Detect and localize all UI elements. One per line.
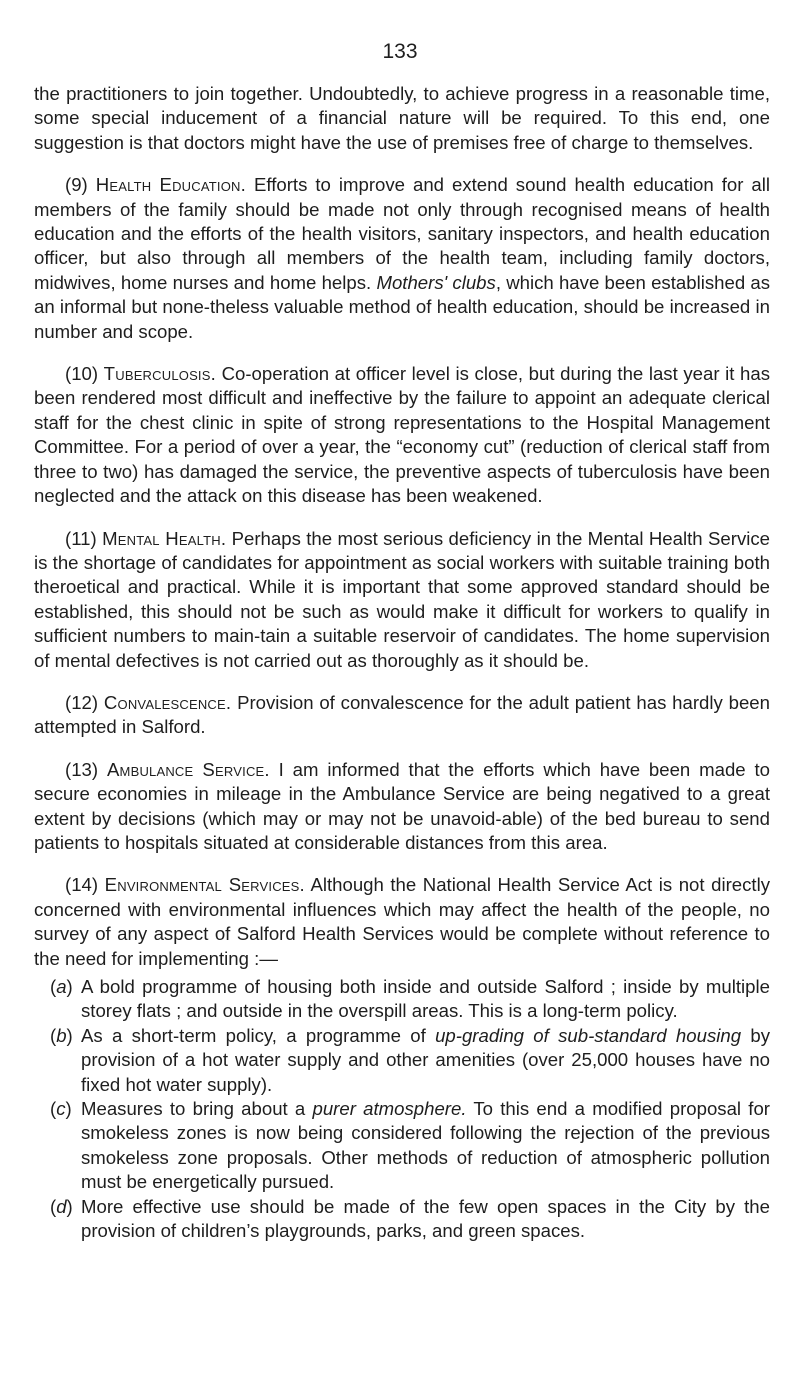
section-number: (14) bbox=[65, 874, 99, 896]
section-mental-health bbox=[34, 527, 770, 673]
section-heading: Mental Health. bbox=[102, 527, 227, 549]
section-text: I am informed that the efforts which have been made to secure economies in mileage in the Ambulance Service are being negatived to a great extent by decisions (which may or may not be unavoid-able) of the bed bureau to send patients to hospitals situated at considerable distances from this area. bbox=[34, 758, 770, 853]
list-marker: (b) bbox=[50, 1024, 73, 1046]
section-text: , which have been established as an informal but none-theless valuable method of health education, should be increased in number and scope. bbox=[34, 271, 771, 342]
section-text: Efforts to improve and extend sound health education for all members of the family should be made not only through recognised means of health education and the efforts of the health visitors, sanitary inspectors, and health education officer, but also through all members of the health team, including family doctors, midwives, home nurses and home helps. bbox=[34, 174, 771, 293]
section-tuberculosis bbox=[34, 362, 770, 508]
list-marker: (d) bbox=[50, 1195, 73, 1217]
list-item: (a) A bold programme of housing both inside and outside Salford ; inside by multiple storey flats ; and outside in the overspill areas. This is a long-term policy. bbox=[50, 976, 770, 1022]
document-body bbox=[34, 82, 770, 1243]
implementation-list bbox=[34, 975, 770, 1243]
section-heading: Health Education. bbox=[95, 174, 246, 196]
list-item: (d) More effective use should be made of the few open spaces in the City by the provision of children’s playgrounds, parks, and green spaces. bbox=[50, 1195, 770, 1242]
section-number: (12) bbox=[65, 691, 99, 713]
section-number: (9) bbox=[65, 174, 88, 196]
section-heading: Environmental Services. bbox=[104, 874, 305, 896]
section-text: Although the National Health Service Act is not directly concerned with environmental influences which may affect the health of the people, no survey of any aspect of Salford Health Services would be complete without reference to the need for implementing :— bbox=[34, 874, 771, 969]
intro-paragraph: the practitioners to join together. Undoubtedly, to achieve progress in a reasonable time, some special inducement of a financial nature will be required. To this end, one suggestion is that doctors might have the use of premises free of charge to themselves. bbox=[34, 83, 770, 153]
list-marker: (c) bbox=[50, 1098, 72, 1120]
list-item: (c) Measures to bring about a purer atmosphere. To this end a modified proposal for smokeless zones is now being considered following the rejection of the previous smokeless zone proposals. Other methods of reduction of atmospheric pollution must be energetically pursued. bbox=[50, 1098, 770, 1193]
list-item: (b) As a short-term policy, a programme of up-grading of sub-standard housing by provision of a hot water supply and other amenities (over 25,000 houses have no fixed hot water supply). bbox=[50, 1024, 770, 1095]
section-environmental-services bbox=[34, 873, 770, 971]
section-convalescence bbox=[34, 691, 770, 740]
section-text: Co-operation at officer level is close, but during the last year it has been rendered most difficult and ineffective by the failure to appoint an adequate clerical staff for the chest clinic in spite of strong representations to the Hospital Management Committee. For a period of over a year, the “economy cut” (reduction of clerical staff from three to two) has damaged the service, the preventive aspects of tuberculosis have been neglected and the attack on this disease has been weakened. bbox=[34, 363, 770, 507]
section-text: Perhaps the most serious deficiency in the Mental Health Service is the shortage of candidates for appointment as social workers with suitable training both theroetical and practical. While it is important that some approved standard should be established, this should not be such as would make it difficult for workers to qualify in sufficient numbers to main-tain a suitable reservoir of candidates. The home supervision of mental defectives is not carried out as thoroughly as it should be. bbox=[34, 527, 771, 671]
section-health-education bbox=[34, 173, 770, 344]
list-marker: (a) bbox=[50, 976, 73, 997]
section-ambulance-service bbox=[34, 758, 770, 856]
section-number: (13) bbox=[65, 758, 99, 780]
section-number: (11) bbox=[65, 527, 97, 549]
section-number: (10) bbox=[65, 363, 99, 385]
section-text: Provision of convalescence for the adult patient has hardly been attempted in Salford. bbox=[34, 691, 770, 738]
section-italic-text: Mothers' clubs bbox=[376, 271, 496, 293]
section-heading: Convalescence. bbox=[103, 691, 232, 713]
section-heading: Tuberculosis. bbox=[103, 363, 216, 385]
page-number: 133 bbox=[382, 40, 418, 63]
section-heading: Ambulance Service. bbox=[106, 758, 270, 780]
